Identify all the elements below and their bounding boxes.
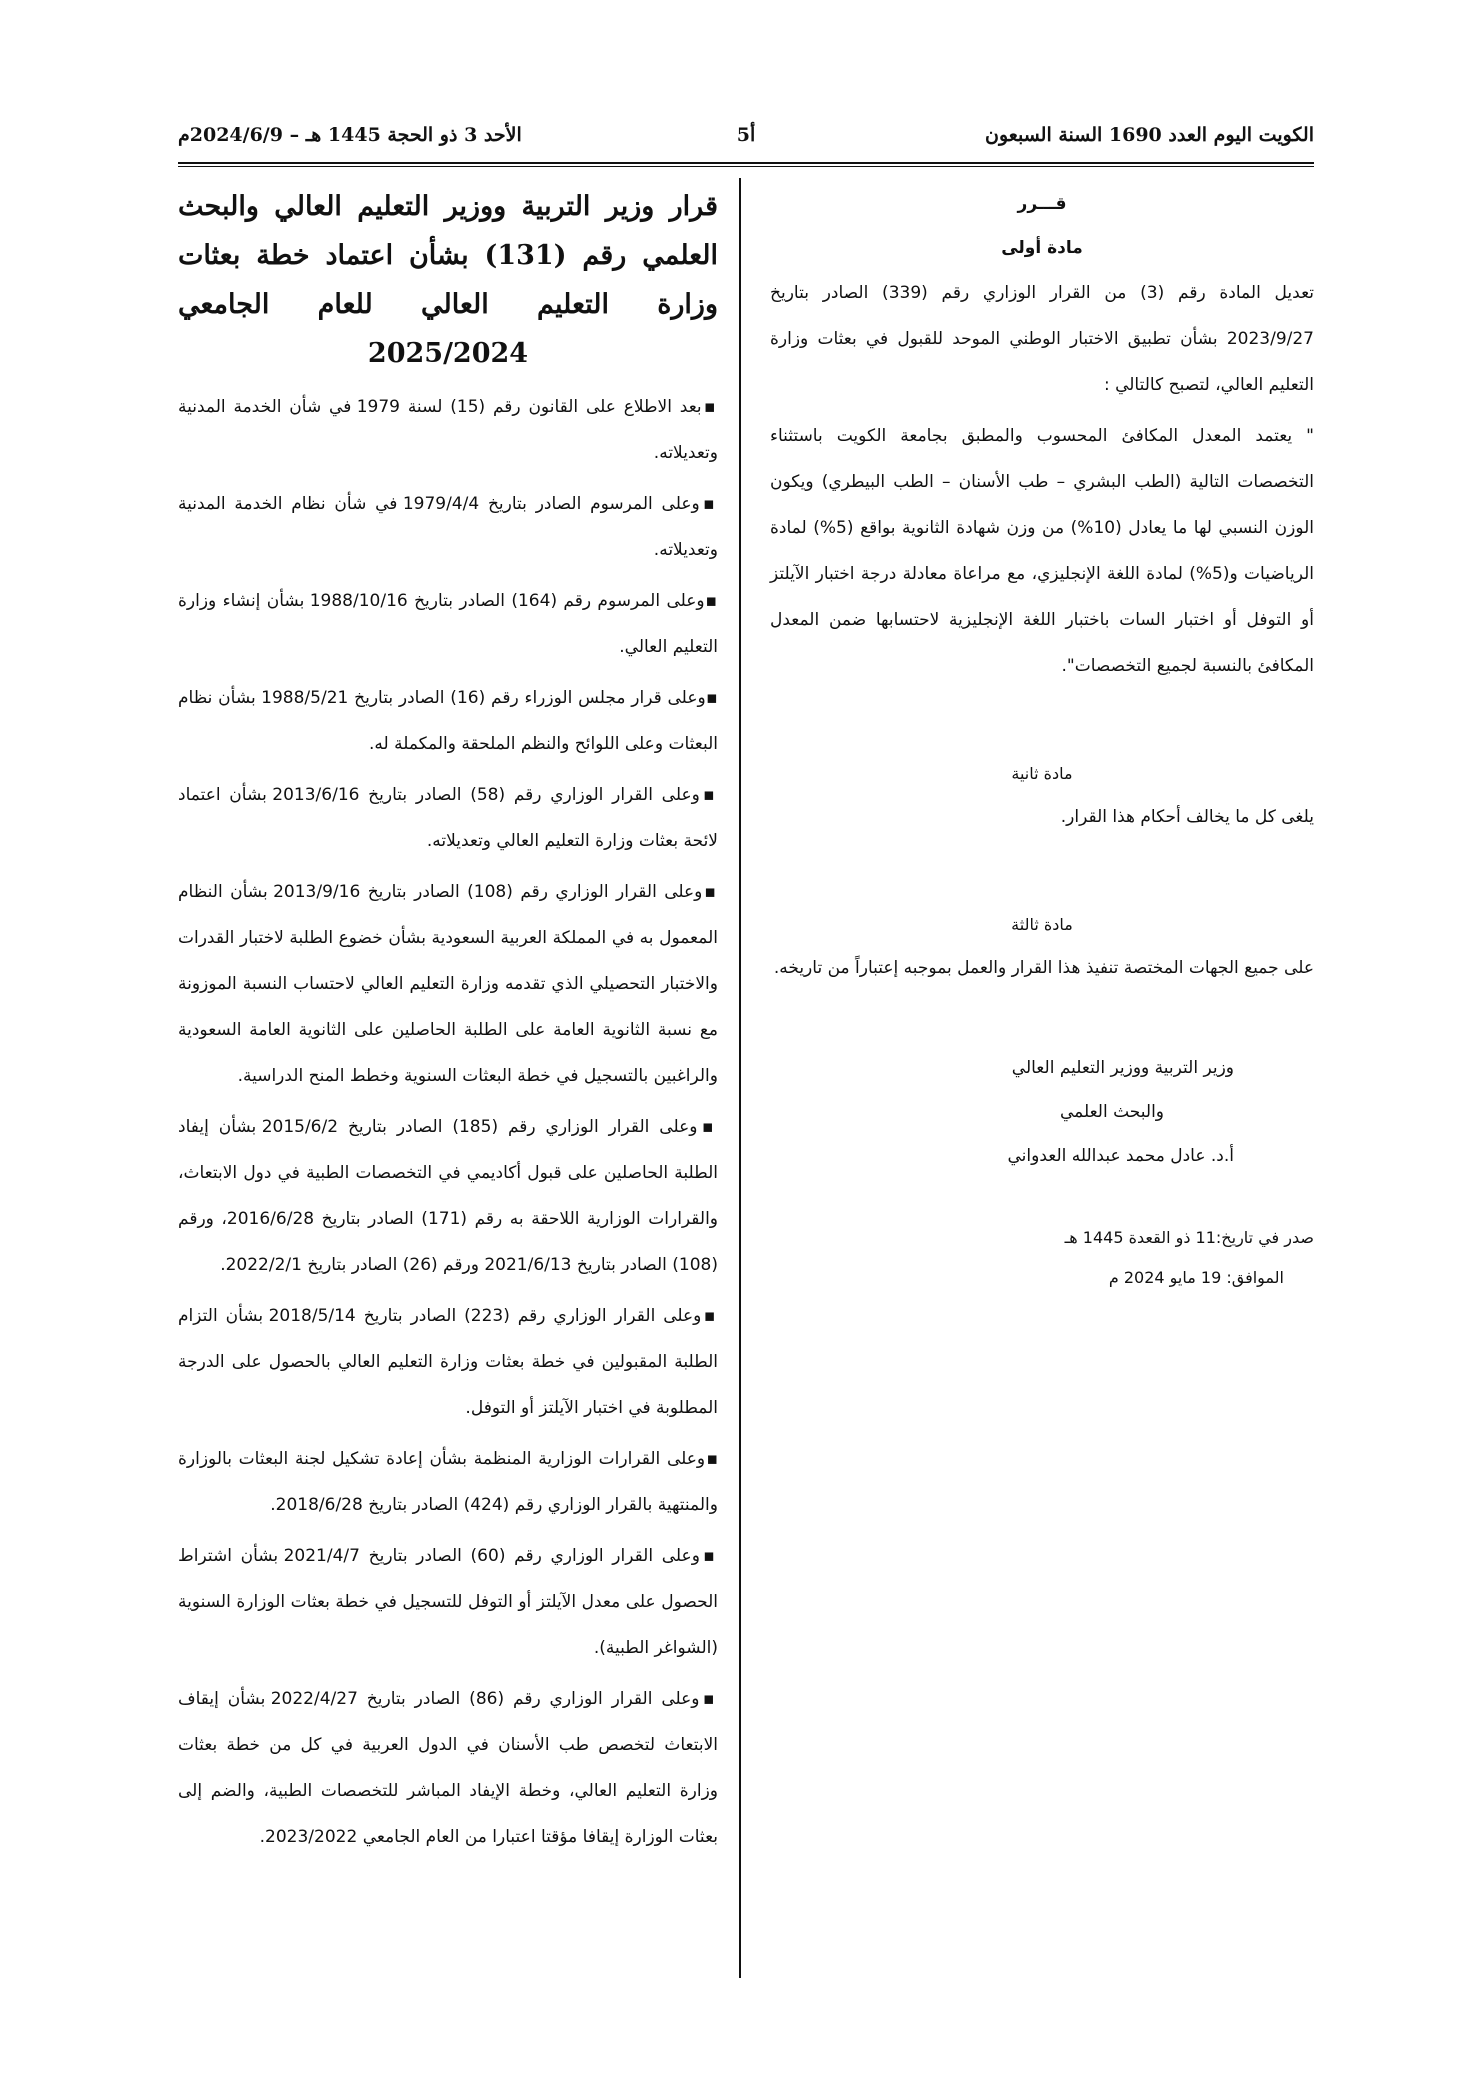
signature-title-2: والبحث العلمي: [1059, 1102, 1164, 1122]
signature-name: أ.د. عادل محمد عبدالله العدواني: [1007, 1146, 1234, 1166]
decision-heading: قـــرر: [1017, 194, 1067, 214]
right-column: [770, 182, 1314, 1298]
column-divider: [739, 178, 741, 1978]
corresponding-date: الموافق: 19 مايو 2024 م: [1108, 1268, 1284, 1287]
header-rule-thin: [178, 166, 1314, 167]
left-column: [178, 182, 718, 1865]
signature-block: [770, 1046, 1314, 1178]
issue-date-block: [770, 1218, 1314, 1298]
issue-date: الأحد 3 ذو الحجة 1445 هـ – 2024/6/9م: [178, 124, 522, 146]
preamble-item: ▪وعلى القرارات الوزارية المنظمة بشأن إعادة تشكيل لجنة البعثات بالوزارة والمنتهية بالقرار الوزاري رقم (424) الصادر بتاريخ 2018/6/28.: [178, 1449, 718, 1515]
article-2-text: يلغى كل ما يخالف أحكام هذا القرار.: [1060, 807, 1314, 827]
preamble-item: ▪وعلى القرار الوزاري رقم (108) الصادر بتاريخ 2013/9/16 بشأن النظام المعمول به في المملكة العربية السعودية بشأن خضوع الطلبة لاختبار القدرات والاختبار التحصيلي الذي تقدمه وزارة التعليم العالي لاحتساب النسبة الموزونة مع نسبة الثانوية العامة على الطلبة الحاصلين على الثانوية العامة السعودية والراغبين بالتسجيل في خطة البعثات السنوية وخطط المنح الدراسية.: [178, 882, 718, 1086]
article-3-heading: مادة ثالثة: [1011, 915, 1073, 934]
newspaper-issue-info: الكويت اليوم العدد 1690 السنة السبعون: [985, 124, 1314, 146]
preamble-item: ▪وعلى القرار الوزاري رقم (185) الصادر بتاريخ 2015/6/2 بشأن إيفاد الطلبة الحاصلين على قبول أكاديمي في التخصصات الطبية في دول الابتعاث، والقرارات الوزارية اللاحقة به رقم (171) الصادر بتاريخ 2016/6/28، ورقم (108) الصادر بتاريخ 2021/6/13 ورقم (26) الصادر بتاريخ 2022/2/1.: [178, 1117, 719, 1275]
preamble-list: [178, 384, 718, 1860]
article-2-heading: مادة ثانية: [1011, 764, 1073, 783]
preamble-item: ▪وعلى قرار مجلس الوزراء رقم (16) الصادر بتاريخ 1988/5/21 بشأن نظام البعثات وعلى اللوائح والنظم الملحقة والمكملة له.: [178, 688, 718, 754]
preamble-item: ▪وعلى القرار الوزاري رقم (86) الصادر بتاريخ 2022/4/27 بشأن إيقاف الابتعاث لتخصص طب الأسنان في الدول العربية في كل من خطة بعثات وزارة التعليم العالي، وخطة الإيفاد المباشر للتخصصات الطبية، والضم إلى بعثات الوزارة إيقافا مؤقتا اعتبارا من العام الجامعي 2023/2022.: [178, 1689, 718, 1847]
article-3-text: على جميع الجهات المختصة تنفيذ هذا القرار والعمل بموجبه إعتباراً من تاريخه.: [773, 958, 1314, 978]
header-rule: [178, 162, 1314, 164]
decree-title: قرار وزير التربية ووزير التعليم العالي والبحث العلمي رقم (131) بشأن اعتماد خطة بعثات وزارة التعليم العالي للعام الجامعي 2025/2024: [178, 191, 719, 369]
preamble-item: ▪بعد الاطلاع على القانون رقم (15) لسنة 1979 في شأن الخدمة المدنية وتعديلاته.: [178, 397, 718, 463]
page-number: أ5: [736, 124, 756, 146]
article-1-text: تعديل المادة رقم (3) من القرار الوزاري رقم (339) الصادر بتاريخ 2023/9/27 بشأن تطبيق الاختبار الوطني الموحد للقبول في بعثات وزارة التعليم العالي، لتصبح كالتالي :: [770, 283, 1314, 395]
preamble-item: ▪وعلى القرار الوزاري رقم (58) الصادر بتاريخ 2013/6/16 بشأن اعتماد لائحة بعثات وزارة التعليم العالي وتعديلاته.: [178, 785, 718, 851]
preamble-item: ▪وعلى المرسوم الصادر بتاريخ 1979/4/4 في شأن نظام الخدمة المدنية وتعديلاته.: [178, 494, 718, 560]
page-header: [178, 118, 1314, 158]
article-1-heading: مادة أولى: [1001, 238, 1083, 258]
preamble-item: ▪وعلى المرسوم رقم (164) الصادر بتاريخ 1988/10/16 بشأن إنشاء وزارة التعليم العالي.: [178, 591, 719, 657]
issued-date: صدر في تاريخ:11 ذو القعدة 1445 هـ: [1064, 1228, 1314, 1247]
preamble-item: ▪وعلى القرار الوزاري رقم (60) الصادر بتاريخ 2021/4/7 بشأن اشتراط الحصول على معدل الآيلتز أو التوفل للتسجيل في خطة بعثات الوزارة السنوية (الشواغر الطبية).: [178, 1546, 718, 1658]
signature-title-1: وزير التربية ووزير التعليم العالي: [1011, 1058, 1234, 1078]
article-1-quote: " يعتمد المعدل المكافئ المحسوب والمطبق بجامعة الكويت باستثناء التخصصات التالية (الطب البشري – طب الأسنان – الطب البيطري) ويكون الوزن النسبي لها ما يعادل (10%) من وزن شهادة الثانوية بواقع (5%) لمادة الرياضيات و(5%) لمادة اللغة الإنجليزي، مع مراعاة معادلة درجة اختبار الآيلتز أو التوفل أو اختبار السات باختبار اللغة الإنجليزية لاحتسابها ضمن المعدل المكافئ بالنسبة لجميع التخصصات".: [770, 426, 1314, 676]
preamble-item: ▪وعلى القرار الوزاري رقم (223) الصادر بتاريخ 2018/5/14 بشأن التزام الطلبة المقبولين في خطة بعثات وزارة التعليم العالي بالحصول على الدرجة المطلوبة في اختبار الآيلتز أو التوفل.: [178, 1306, 718, 1418]
